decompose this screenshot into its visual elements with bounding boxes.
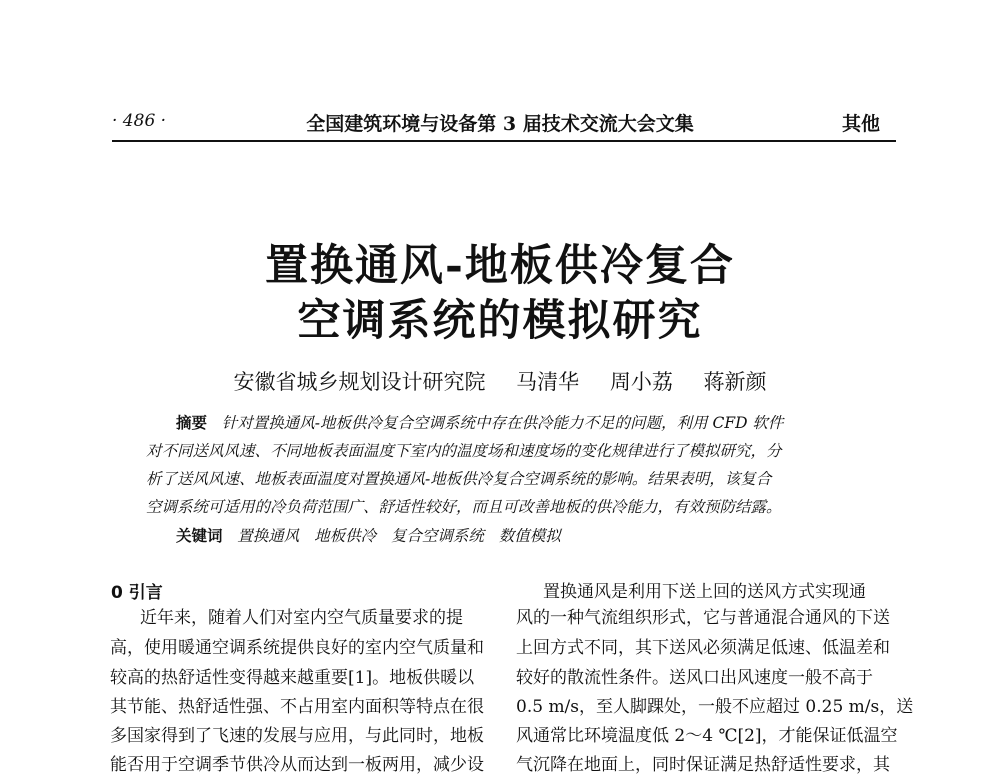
keyword: 置换通风 <box>237 527 300 545</box>
paper-title-line-1: 置换通风-地板供冷复合 <box>265 241 735 291</box>
keywords-label: 关键词 <box>176 526 223 545</box>
right-col-line: 上回方式不同，其下送风必须满足低速、低温差和 <box>516 638 890 658</box>
abstract-line-3: 析了送风风速、地板表面温度对置换通风-地板供冷复合空调系统的影响。结果表明，该复合 <box>146 470 772 488</box>
abstract-line-4: 空调系统可适用的冷负荷范围广、舒适性较好，而且可改善地板的供冷能力，有效预防结露。 <box>146 498 782 516</box>
header-rule <box>112 140 896 142</box>
left-col-line: 能否用于空调季节供冷从而达到一板两用，减少设 <box>110 755 484 775</box>
right-col-line: 风通常比环境温度低 2～4 ℃[2]，才能保证低温空 <box>516 726 898 746</box>
right-col-line: 置换通风是利用下送上回的送风方式实现通 <box>543 582 866 602</box>
author-line <box>0 366 1000 396</box>
author-name: 马清华 <box>516 370 580 394</box>
left-col-line: 其节能、热舒适性强、不占用室内面积等特点在很 <box>110 697 484 717</box>
journal-title: 全国建筑环境与设备第 3 届技术交流大会文集 <box>306 113 694 135</box>
affiliation: 安徽省城乡规划设计研究院 <box>233 370 486 394</box>
paper-title-line-2: 空调系统的模拟研究 <box>297 296 703 346</box>
page-number: · 486 · <box>112 111 167 131</box>
left-col-line: 高，使用暖通空调系统提供良好的室内空气质量和 <box>110 638 484 658</box>
right-col-line: 风的一种气流组织形式，它与普通混合通风的下送 <box>516 608 890 628</box>
author-name: 蒋新颜 <box>703 370 767 394</box>
keyword: 数值模拟 <box>498 527 561 545</box>
abstract-line-1 <box>176 411 783 433</box>
abstract-line-2: 对不同送风风速、不同地板表面温度下室内的温度场和速度场的变化规律进行了模拟研究，分 <box>146 442 782 460</box>
section-heading: 0 引言 <box>111 583 163 603</box>
right-col-line: 较好的散流性条件。送风口出风速度一般不高于 <box>516 668 873 688</box>
abstract-label: 摘要 <box>176 413 208 432</box>
left-col-line: 近年来，随着人们对室内空气质量要求的提 <box>140 608 463 628</box>
abstract-text: 针对置换通风-地板供冷复合空调系统中存在供冷能力不足的问题，利用 CFD 软件 <box>221 414 784 432</box>
section-label: 其他 <box>842 113 881 135</box>
keyword: 复合空调系统 <box>390 527 484 545</box>
right-col-line: 气沉降在地面上，同时保证满足热舒适性要求，其 <box>516 755 890 775</box>
keyword: 地板供冷 <box>314 527 377 545</box>
left-col-line: 较高的热舒适性变得越来越重要[1]。地板供暖以 <box>110 668 475 688</box>
right-col-line: 0.5 m/s，至人脚踝处，一般不应超过 0.25 m/s，送 <box>516 697 914 717</box>
left-col-line: 多国家得到了飞速的发展与应用，与此同时，地板 <box>110 726 484 746</box>
author-name: 周小荔 <box>609 370 673 394</box>
keywords-line <box>176 524 561 546</box>
